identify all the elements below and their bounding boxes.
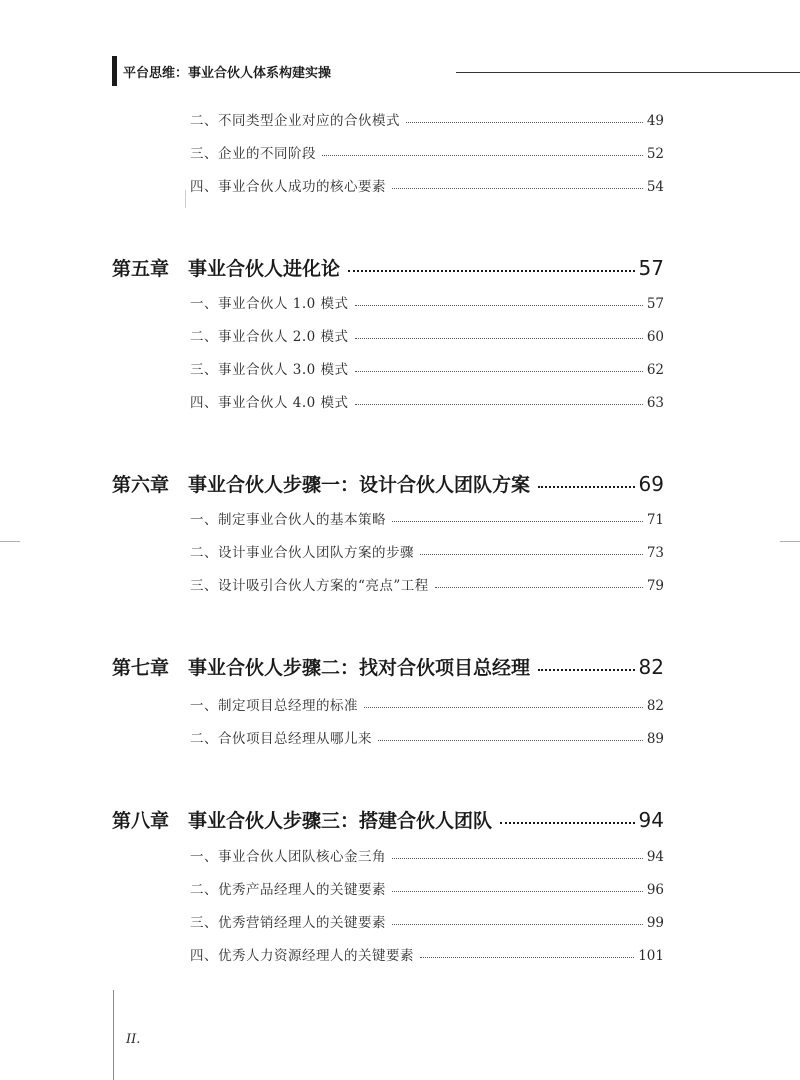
- header-accent-bar: [112, 56, 117, 86]
- running-header: [112, 56, 800, 86]
- toc-entry-page: 96: [646, 882, 664, 898]
- chapter-page: 69: [638, 472, 664, 496]
- toc-entry[interactable]: [190, 181, 664, 195]
- header-rule: [456, 72, 800, 73]
- dot-leader: [392, 924, 643, 925]
- toc-entry[interactable]: [190, 148, 664, 162]
- dot-leader: [538, 486, 635, 488]
- chapter-page: 82: [638, 655, 664, 679]
- crop-mark-right: [780, 541, 800, 542]
- crop-mark-left: [0, 541, 20, 542]
- dot-leader: [364, 707, 643, 708]
- toc-entry-label: 一、事业合伙人 1.0 模式: [190, 296, 349, 312]
- toc-entry-label: 三、事业合伙人 3.0 模式: [190, 362, 349, 378]
- toc-entry-page: 82: [646, 698, 664, 714]
- section-bracket: [185, 190, 186, 208]
- dot-leader: [348, 270, 635, 272]
- toc-entry-label: 一、事业合伙人团队核心金三角: [190, 849, 386, 865]
- toc-entry[interactable]: [190, 733, 664, 747]
- toc-entry[interactable]: [190, 950, 664, 964]
- toc-entry-page: 63: [646, 395, 664, 411]
- toc-entry-page: 57: [646, 296, 664, 312]
- toc-entry-label: 一、制定事业合伙人的基本策略: [190, 512, 386, 528]
- toc-chapter-5[interactable]: [112, 258, 664, 279]
- toc-entry[interactable]: [190, 298, 664, 312]
- chapter-title: 事业合伙人步骤二：找对合伙项目总经理: [188, 657, 531, 679]
- toc-entry-page: 62: [646, 362, 664, 378]
- chapter-page: 57: [638, 256, 664, 280]
- toc-entry-page: 94: [646, 849, 664, 865]
- toc-chapter-7[interactable]: [112, 657, 664, 678]
- toc-entry[interactable]: [190, 547, 664, 561]
- toc-entry-label: 三、设计吸引合伙人方案的“亮点”工程: [190, 578, 429, 594]
- toc-entry[interactable]: [190, 917, 664, 931]
- toc-entry-page: 49: [646, 113, 664, 129]
- dot-leader: [538, 669, 635, 671]
- toc-entry-page: 60: [646, 329, 664, 345]
- dot-leader: [392, 891, 643, 892]
- toc-entry-label: 二、合伙项目总经理从哪儿来: [190, 731, 372, 747]
- chapter-title: 事业合伙人步骤三：搭建合伙人团队: [188, 810, 493, 832]
- toc-entry[interactable]: [190, 884, 664, 898]
- chapter-number: 第五章: [112, 258, 170, 280]
- chapter-number: 第七章: [112, 657, 170, 679]
- toc-entry[interactable]: [190, 851, 664, 865]
- chapter-number: 第八章: [112, 810, 170, 832]
- toc-chapter-6[interactable]: [112, 474, 664, 495]
- toc-entry[interactable]: [190, 514, 664, 528]
- toc-entry[interactable]: [190, 700, 664, 714]
- toc-entry[interactable]: [190, 397, 664, 411]
- dot-leader: [392, 858, 643, 859]
- toc-entry-label: 三、企业的不同阶段: [190, 146, 316, 162]
- dot-leader: [378, 740, 643, 741]
- toc-entry-page: 99: [646, 915, 664, 931]
- dot-leader: [406, 122, 643, 123]
- toc-entry-label: 四、事业合伙人 4.0 模式: [190, 395, 349, 411]
- dot-leader: [355, 371, 643, 372]
- dot-leader: [392, 521, 643, 522]
- dot-leader: [392, 188, 643, 189]
- toc-entry-page: 73: [646, 545, 664, 561]
- dot-leader: [355, 305, 643, 306]
- chapter-page: 94: [638, 808, 664, 832]
- chapter-number: 第六章: [112, 474, 170, 496]
- toc-entry-label: 二、不同类型企业对应的合伙模式: [190, 113, 400, 129]
- dot-leader: [500, 822, 635, 824]
- toc-entry-label: 二、设计事业合伙人团队方案的步骤: [190, 545, 414, 561]
- dot-leader: [355, 404, 643, 405]
- chapter-title: 事业合伙人步骤一：设计合伙人团队方案: [188, 474, 531, 496]
- toc-entry-label: 一、制定项目总经理的标准: [190, 698, 358, 714]
- toc-entry-page: 79: [646, 578, 664, 594]
- toc-entry-page: 52: [646, 146, 664, 162]
- toc-entry-page: 71: [646, 512, 664, 528]
- dot-leader: [420, 957, 634, 958]
- toc-entry-page: 89: [646, 731, 664, 747]
- toc-entry[interactable]: [190, 331, 664, 345]
- toc-entry[interactable]: [190, 115, 664, 129]
- dot-leader: [322, 155, 643, 156]
- page-number: II.: [126, 1032, 141, 1047]
- toc-entry[interactable]: [190, 580, 664, 594]
- toc-chapter-8[interactable]: [112, 810, 664, 831]
- toc-entry-label: 三、优秀营销经理人的关键要素: [190, 915, 386, 931]
- header-title: 平台思维：事业合伙人体系构建实操: [123, 66, 332, 81]
- margin-rule: [113, 990, 114, 1080]
- chapter-title: 事业合伙人进化论: [188, 258, 341, 280]
- dot-leader: [355, 338, 643, 339]
- toc-entry-label: 二、事业合伙人 2.0 模式: [190, 329, 349, 345]
- toc-entry-page: 54: [646, 179, 664, 195]
- toc-entry-label: 四、事业合伙人成功的核心要素: [190, 179, 386, 195]
- dot-leader: [420, 554, 643, 555]
- toc-entry[interactable]: [190, 364, 664, 378]
- toc-entry-label: 二、优秀产品经理人的关键要素: [190, 882, 386, 898]
- toc-entry-label: 四、优秀人力资源经理人的关键要素: [190, 948, 414, 964]
- dot-leader: [435, 587, 643, 588]
- toc-entry-page: 101: [638, 948, 664, 964]
